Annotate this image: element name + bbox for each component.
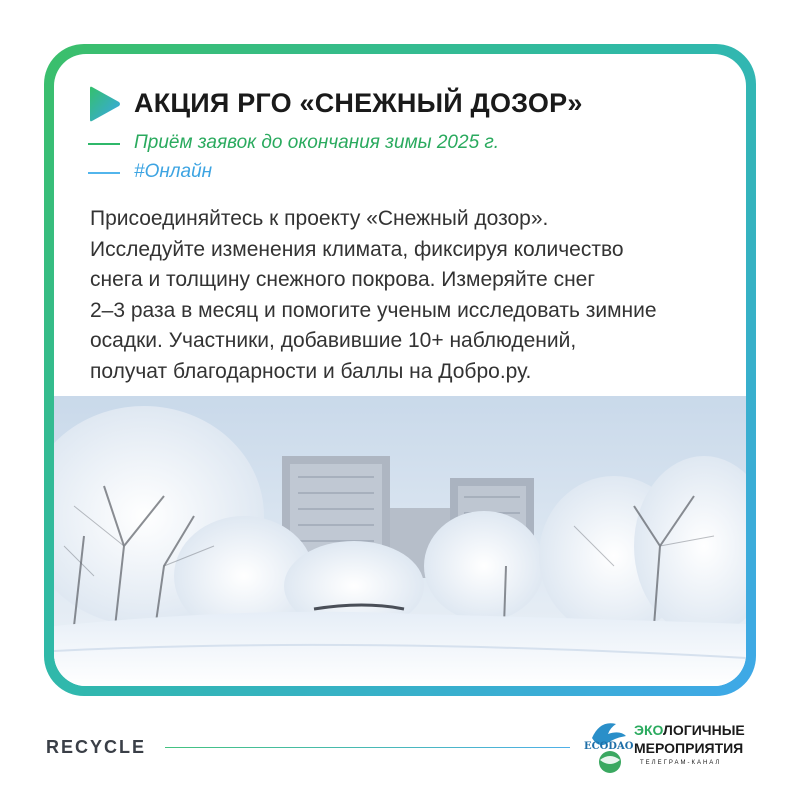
description-line: получат благодарности и баллы на Добро.ру.: [90, 359, 532, 383]
ecodao-wordmark: ECODAO: [584, 741, 634, 752]
announcement-card: [54, 54, 746, 686]
play-triangle-icon: [86, 86, 122, 122]
channel-title-accent: ЭКО: [634, 722, 664, 738]
channel-title-rest: ЛОГИЧНЫЕ: [663, 722, 745, 738]
description-line: осадки. Участники, добавившие 10+ наблюдений,: [90, 329, 577, 352]
page-title: АКЦИЯ РГО «СНЕЖНЫЙ ДОЗОР»: [134, 88, 583, 118]
description-line: снега и толщину снежного покрова. Измеряйте снег: [90, 268, 596, 291]
channel-subtitle: ТЕЛЕГРАМ-КАНАЛ: [640, 760, 722, 766]
deadline-subtitle: Приём заявок до окончания зимы 2025 г.: [134, 132, 500, 153]
footer-divider: [165, 747, 570, 748]
channel-title-line2: МЕРОПРИЯТИЯ: [634, 740, 744, 756]
description-line: 2–3 раза в месяц и помогите ученым исследовать зимние: [90, 298, 657, 322]
description-text: [90, 204, 730, 387]
subtitle-dash-green: [88, 143, 120, 145]
winter-park-photo: [54, 396, 746, 686]
channel-title-line1: [634, 722, 745, 738]
description-line: Присоединяйтесь к проекту «Снежный дозор».: [90, 207, 549, 230]
subtitle-dash-blue: [88, 172, 120, 174]
recycle-logo: RECYCLE: [46, 737, 147, 757]
description-line: Исследуйте изменения климата, фиксируя количество: [90, 237, 624, 261]
format-hashtag: #Онлайн: [134, 161, 213, 182]
